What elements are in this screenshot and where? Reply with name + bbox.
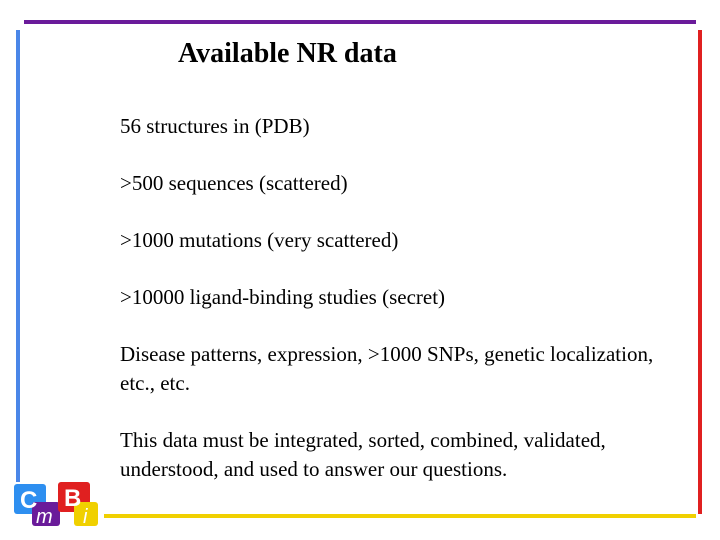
list-item: 56 structures in (PDB)	[120, 114, 310, 138]
list-item: >500 sequences (scattered)	[120, 171, 348, 195]
list-item: This data must be integrated, sorted, combined, validated, understood, and used to answer our questions.	[120, 428, 606, 481]
logo-letter-m: m	[36, 506, 53, 528]
list-item: Disease patterns, expression, >1000 SNPs, genetic localization, etc., etc.	[120, 342, 654, 395]
list-item: >10000 ligand-binding studies (secret)	[120, 285, 446, 309]
frame-left-bar	[16, 30, 20, 482]
list-item: >1000 mutations (very scattered)	[120, 228, 399, 252]
logo-letter-i: i	[83, 506, 88, 528]
frame-top-bar	[24, 20, 696, 24]
logo-letter-c: C	[20, 487, 38, 514]
slide-title: Available NR data	[178, 38, 397, 69]
frame-bottom-bar	[104, 514, 696, 518]
bullet-list	[120, 112, 660, 512]
frame-right-bar	[698, 30, 702, 514]
cmbi-logo	[12, 478, 102, 528]
logo-letter-b: B	[64, 485, 82, 512]
